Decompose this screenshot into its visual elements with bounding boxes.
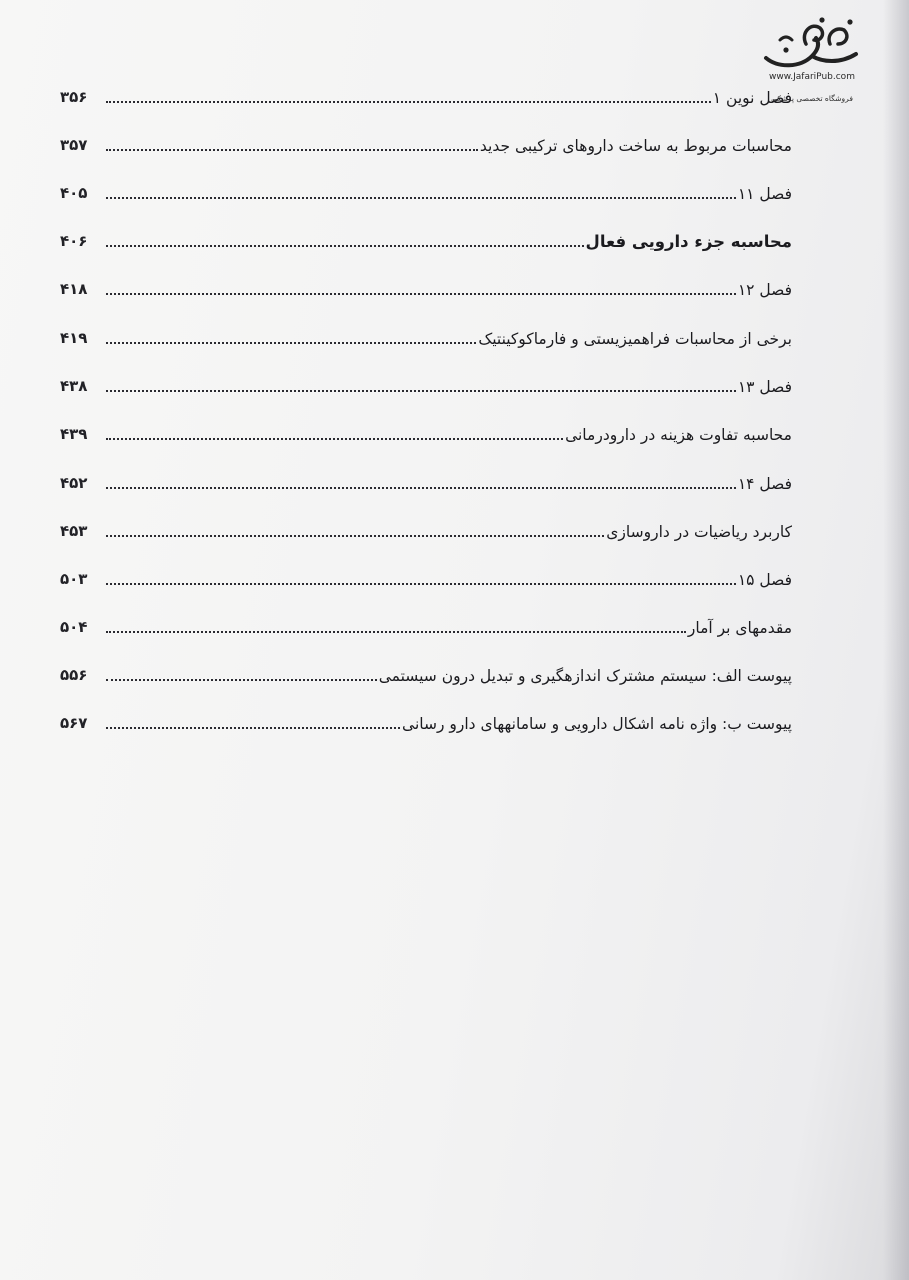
- toc-entry-title: پیوست الف: سیستم مشترک اندازهگیری و تبدیل درون سیستمی: [378, 667, 792, 685]
- dot-leader: [106, 583, 736, 585]
- jafari-pub-logo-icon: [760, 14, 864, 70]
- toc-page-number: ۵۰۳: [60, 570, 88, 588]
- toc-entry-title: کاربرد ریاضیات در داروسازی: [606, 523, 792, 541]
- toc-entry: [60, 504, 792, 544]
- publisher-url: www.JafariPub.com: [769, 72, 855, 82]
- toc-page-number: ۴۵۲: [60, 474, 88, 492]
- toc-page-number: ۴۰۶: [60, 232, 88, 250]
- toc-entry-title: برخی از محاسبات فراهمیزیستی و فارماکوکینتیک: [478, 330, 792, 348]
- dot-leader: [106, 390, 736, 392]
- toc-page-number: ۴۳۹: [60, 425, 88, 443]
- toc-page-number: ۴۵۳: [60, 522, 88, 540]
- toc-entry-title: فصل ۱۵: [737, 571, 792, 589]
- dot-leader: [106, 727, 400, 729]
- toc-page-number: ۴۱۸: [60, 280, 88, 298]
- toc-entry-title: محاسبه تفاوت هزینه در دارودرمانی: [565, 426, 792, 444]
- toc-entry-title: محاسبات مربوط به ساخت داروهای ترکیبی جدید: [479, 137, 792, 155]
- dot-leader: [106, 149, 478, 151]
- toc-page-number: ۵۶۷: [60, 714, 88, 732]
- toc-page-number: ۴۰۵: [60, 184, 88, 202]
- dot-leader: [106, 101, 711, 103]
- toc-page-number: ۳۵۶: [60, 88, 88, 106]
- toc-entry-title: مقدمهای بر آمار: [687, 619, 792, 637]
- toc-page-number: ۵۰۴: [60, 618, 88, 636]
- toc-entry: [60, 407, 792, 447]
- dot-leader: [106, 438, 563, 440]
- toc-entry: [60, 214, 792, 254]
- dot-leader: [106, 631, 686, 633]
- dot-leader: [106, 197, 736, 199]
- toc-page-number: ۴۳۸: [60, 377, 88, 395]
- toc-entry: [60, 696, 792, 736]
- toc-entry: [60, 70, 792, 110]
- toc-entry: [60, 600, 792, 640]
- toc-entry: [60, 118, 792, 158]
- toc-entry: [60, 262, 792, 302]
- toc-entry: [60, 648, 792, 688]
- toc-page-number: ۵۵۶: [60, 666, 88, 684]
- dot-leader: [106, 245, 584, 247]
- toc-entry: [60, 552, 792, 592]
- toc-entry: [60, 311, 792, 351]
- toc-entry-title: فصل ۱۴: [737, 475, 792, 493]
- page-edge-shadow: [883, 0, 909, 1280]
- publisher-store-name: فروشگاه تخصصی پزشکی: [771, 94, 853, 103]
- toc-entry: [60, 359, 792, 399]
- toc-page-number: ۳۵۷: [60, 136, 88, 154]
- toc-page-number: ۴۱۹: [60, 329, 88, 347]
- toc-entry-title: پیوست ب: واژه نامه اشکال دارویی و سامانههای دارو رسانی: [402, 715, 792, 733]
- toc-entry-title: محاسبه جزء دارویی فعال: [585, 232, 792, 251]
- toc-entry: [60, 166, 792, 206]
- toc-entry-title: فصل ۱۳: [737, 378, 792, 396]
- toc-entry-title: فصل نوین ۱: [712, 89, 792, 107]
- dot-leader: [106, 679, 377, 681]
- toc-entry-title: فصل ۱۲: [737, 281, 792, 299]
- toc-entry: [60, 456, 792, 496]
- dot-leader: [106, 535, 604, 537]
- dot-leader: [106, 487, 736, 489]
- dot-leader: [106, 342, 476, 344]
- toc-entry-title: فصل ۱۱: [737, 185, 792, 203]
- dot-leader: [106, 293, 736, 295]
